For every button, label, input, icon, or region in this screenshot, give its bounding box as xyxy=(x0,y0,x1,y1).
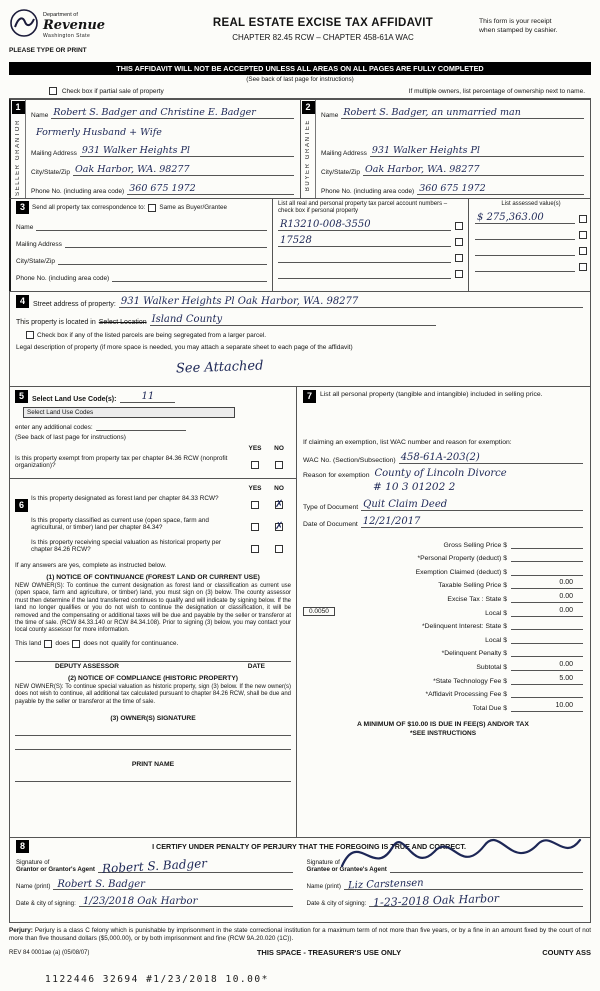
corr-city-field[interactable] xyxy=(58,264,267,265)
qualify-label: qualify for continuance. xyxy=(111,640,179,648)
street-address-field[interactable]: 931 Walker Heights Pl Oak Harbor, WA. 98277 xyxy=(119,296,583,308)
fee-value: 0.00 xyxy=(511,579,583,589)
county-assessor-label: COUNTY ASS xyxy=(542,948,591,958)
fee-value: 5.00 xyxy=(511,675,583,685)
send-correspondence-label: Send all property tax correspondence to: xyxy=(32,204,146,211)
warning-banner: THIS AFFIDAVIT WILL NOT BE ACCEPTED UNLESS ALL AREAS ON ALL PAGES ARE FULLY COMPLETED xyxy=(9,62,591,75)
fee-value-field[interactable] xyxy=(511,620,583,630)
fee-value: 10.00 xyxy=(511,702,583,712)
seller-grantor-section xyxy=(11,100,301,198)
grantee-sig-label2: Grantee or Grantee's Agent xyxy=(306,866,387,873)
street-address-label: Street address of property: xyxy=(33,301,116,308)
please-type-label: PLEASE TYPE OR PRINT xyxy=(9,47,87,54)
located-in-label: This property is located in xyxy=(16,319,96,326)
land-use-section xyxy=(10,387,296,479)
logo-dept-text: Department of xyxy=(43,12,78,18)
no-column-label: NO xyxy=(274,485,284,492)
seller-address-field[interactable]: 931 Walker Heights Pl xyxy=(80,145,294,157)
fee-row-processing-fee xyxy=(303,685,583,699)
fee-row-subtotal xyxy=(303,657,583,671)
fee-label: Local $ xyxy=(485,636,507,644)
parcel2-personal-checkbox[interactable] xyxy=(455,238,463,246)
buyer-address-label: Mailing Address xyxy=(321,150,367,157)
exempt-yes-checkbox[interactable] xyxy=(251,461,259,469)
owners-signature-title: (3) OWNER(S) SIGNATURE xyxy=(110,715,196,723)
corr-name-label: Name xyxy=(16,224,34,231)
does-not-qualify-checkbox[interactable] xyxy=(72,640,80,648)
personal-property-label: List all personal property (tangible and intangible) included in selling price. xyxy=(320,391,543,398)
cashier-stamp: 1122446 32694 #1/23/2018 10.00* xyxy=(45,974,269,986)
print-name-label: PRINT NAME xyxy=(131,761,175,769)
section5-yes-no-header xyxy=(15,445,291,452)
section7-number: 7 xyxy=(303,390,316,403)
seller-phone-label: Phone No. (including area code) xyxy=(31,188,125,195)
fee-label: Total Due $ xyxy=(472,704,507,712)
grantor-sig-label2: Grantor or Grantor's Agent xyxy=(16,866,95,873)
rev-form-number: REV 84 0001ae (a) (05/08/07) xyxy=(9,949,90,956)
section5-number: 5 xyxy=(15,390,28,403)
perjury-notice xyxy=(9,927,591,942)
grantee-date-city: 1-23-2018 Oak Harbor xyxy=(373,891,500,910)
revenue-logo xyxy=(9,8,167,62)
forest-no-checkbox[interactable] xyxy=(275,501,283,509)
tax-computation-section xyxy=(297,387,590,837)
fee-row-delinq-interest-state xyxy=(303,617,583,631)
notice-continuance-title: (1) NOTICE OF CONTINUANCE (FOREST LAND OR CURRENT USE) xyxy=(46,574,260,581)
no-column-label: NO xyxy=(274,445,284,452)
wac-label: WAC No. (Section/Subsection) xyxy=(303,457,396,464)
section6-number: 6 xyxy=(15,499,28,512)
section2-number: 2 xyxy=(302,101,315,114)
buyer-side-label: BUYER GRANTEE xyxy=(305,119,311,192)
fee-label: Exemption Claimed (deduct) $ xyxy=(415,568,507,576)
grantor-name-print: Robert S. Badger xyxy=(57,879,145,890)
fee-label: Local $ xyxy=(485,609,507,617)
seller-address-label: Mailing Address xyxy=(31,150,77,157)
assessed3-checkbox[interactable] xyxy=(579,247,587,255)
parcel-number-3[interactable] xyxy=(278,262,451,263)
fee-row-tech-fee xyxy=(303,671,583,685)
assessed-value-1[interactable]: $ 275,363.00 xyxy=(475,212,575,224)
fee-row-taxable xyxy=(303,576,583,590)
section4-number: 4 xyxy=(16,295,29,308)
additional-codes-field[interactable] xyxy=(96,423,186,431)
notice-compliance-body: NEW OWNER(S): To continue special valuation as historic property, sign (3) below. If the new owner(s) does not wish to continue, all additional tax calculated pursuant to chapter 84.26 RCW, shall be due and payable by the seller or transferor at the time of sale. xyxy=(15,683,291,705)
reason-field-line2[interactable]: # 10 3 01202 2 xyxy=(373,481,456,493)
assessed-value-3[interactable] xyxy=(475,255,575,256)
document-type-label: Type of Document xyxy=(303,504,359,511)
fee-row-delinq-penalty xyxy=(303,644,583,658)
seller-name-field[interactable]: Robert S. Badger and Christine E. Badger xyxy=(51,107,294,119)
section5-see-back: (See back of last page for instructions) xyxy=(15,434,126,441)
top-options-row xyxy=(9,85,591,99)
fee-value-field[interactable] xyxy=(511,688,583,698)
fee-label: Taxable Selling Price $ xyxy=(438,582,507,590)
partial-sale-checkbox[interactable] xyxy=(49,87,57,95)
print-name-line[interactable] xyxy=(15,781,291,782)
fee-row-personal xyxy=(303,549,583,563)
grantee-date-city-field[interactable] xyxy=(369,891,583,910)
deputy-date-label: DATE xyxy=(247,662,265,670)
section6-yes-no-header xyxy=(15,485,291,492)
deputy-assessor-label: DEPUTY ASSESSOR xyxy=(55,662,119,670)
parcel-number-1[interactable]: R13210-008-3550 xyxy=(278,219,451,231)
grantor-signature-field[interactable] xyxy=(98,856,293,876)
fee-value: 0.00 xyxy=(511,593,583,603)
exempt-question: Is this property exempt from property tax per chapter 84.36 RCW (nonprofit organization)? xyxy=(15,455,228,470)
historic-question: Is this property receiving special valuation as historical property per chapter 84.26 RCW? xyxy=(31,539,222,554)
assessed-value-4[interactable] xyxy=(475,271,575,272)
parcel-number-2[interactable]: 17528 xyxy=(278,235,451,247)
document-date-label: Date of Document xyxy=(303,521,358,528)
grantor-name-print-label: Name (print) xyxy=(16,883,51,890)
parcel1-personal-checkbox[interactable] xyxy=(455,222,463,230)
reason-label: Reason for exemption xyxy=(303,472,370,479)
corr-phone-field[interactable] xyxy=(112,281,267,282)
buyer-name-label: Name xyxy=(321,112,339,119)
logo-name-text: Revenue xyxy=(43,18,106,33)
assessed4-checkbox[interactable] xyxy=(579,263,587,271)
fee-value: 0.00 xyxy=(511,661,583,671)
seller-side-label: SELLER GRANTOR xyxy=(15,119,21,196)
property-location-section xyxy=(9,291,591,387)
form-title: REAL ESTATE EXCISE TAX AFFIDAVIT xyxy=(212,17,434,29)
seller-name-label: Name xyxy=(31,112,49,119)
signatures-section xyxy=(9,837,591,923)
fee-value: 0.00 xyxy=(511,607,583,617)
fee-table xyxy=(303,535,583,712)
assessed1-checkbox[interactable] xyxy=(579,215,587,223)
parcel-number-4[interactable] xyxy=(278,278,451,279)
see-back-note: (See back of last page for instructions) xyxy=(246,76,354,83)
form-subtitle: CHAPTER 82.45 RCW – CHAPTER 458-61A WAC xyxy=(232,33,414,42)
section8-number: 8 xyxy=(16,840,29,853)
land-use-code-field[interactable]: 11 xyxy=(120,391,175,403)
fee-row-exemption xyxy=(303,562,583,576)
certify-statement: I CERTIFY UNDER PENALTY OF PERJURY THAT THE FOREGOING IS TRUE AND CORRECT. xyxy=(152,842,466,851)
assessed-values-header: List assessed value(s) xyxy=(501,201,561,207)
county-field[interactable]: Island County xyxy=(150,314,436,326)
buyer-city-field[interactable]: Oak Harbor, WA. 98277 xyxy=(363,164,584,176)
grantee-signature-block xyxy=(306,853,584,910)
seller-city-field[interactable]: Oak Harbor, WA. 98277 xyxy=(73,164,294,176)
grantor-date-city: 1/23/2018 Oak Harbor xyxy=(82,896,198,907)
current-use-yes-checkbox[interactable] xyxy=(251,523,259,531)
excise-rate-box: 0.0050 xyxy=(303,607,335,616)
fee-label: *State Technology Fee $ xyxy=(433,677,507,685)
assessed2-checkbox[interactable] xyxy=(579,231,587,239)
seller-name-field-line2[interactable]: Formerly Husband + Wife xyxy=(36,127,162,138)
grantor-signature: Robert S. Badger xyxy=(101,856,208,876)
does-qualify-checkbox[interactable] xyxy=(44,640,52,648)
corr-address-field[interactable] xyxy=(65,247,267,248)
document-type-field[interactable]: Quit Claim Deed xyxy=(361,499,583,511)
minimum-fee-note: A MINIMUM OF $10.00 IS DUE IN FEE(S) AND/OR TAX xyxy=(357,720,529,728)
wac-field[interactable]: 458-61A-203(2) xyxy=(399,452,583,464)
parcel-numbers-header: List all real and personal property tax parcel account numbers – check box if personal property xyxy=(278,201,448,214)
grantor-date-city-field[interactable] xyxy=(79,895,293,907)
yes-column-label: YES xyxy=(248,485,262,492)
corr-name-field[interactable] xyxy=(36,230,267,231)
grantor-signature-block xyxy=(16,853,293,907)
same-as-buyer-label: Same as Buyer/Grantee xyxy=(159,204,227,211)
buyer-city-label: City/State/Zip xyxy=(321,169,361,176)
grantor-date-city-label: Date & city of signing: xyxy=(16,900,76,907)
buyer-address-field[interactable]: 931 Walker Heights Pl xyxy=(370,145,584,157)
fee-row-total-due xyxy=(303,698,583,712)
fee-label: Gross Selling Price $ xyxy=(443,541,507,549)
seller-phone-field[interactable]: 360 675 1972 xyxy=(127,183,294,195)
tax-correspondence-section xyxy=(9,198,591,292)
buyer-grantee-section xyxy=(301,100,590,198)
forest-land-question: Is this property designated as forest land per chapter 84.33 RCW? xyxy=(31,495,219,502)
multiple-owners-note: If multiple owners, list percentage of ownership next to name. xyxy=(408,87,585,95)
fee-label: Excise Tax : State $ xyxy=(447,595,507,603)
footer-row xyxy=(9,948,591,957)
yes-column-label: YES xyxy=(248,445,262,452)
document-date-field[interactable]: 12/21/2017 xyxy=(361,516,583,528)
fee-row-excise-local xyxy=(303,603,583,617)
select-location-placeholder[interactable]: Select Location xyxy=(98,319,147,326)
section3-number: 3 xyxy=(16,201,29,214)
fee-label: Subtotal $ xyxy=(476,663,507,671)
fee-row-gross xyxy=(303,535,583,549)
does-not-label: does not xyxy=(83,640,109,648)
land-use-dropdown-value: Select Land Use Codes xyxy=(27,409,94,416)
form-header xyxy=(9,6,591,62)
reason-field-line1[interactable]: County of Lincoln Divorce xyxy=(374,468,507,479)
exempt-no-checkbox[interactable] xyxy=(275,461,283,469)
seller-city-label: City/State/Zip xyxy=(31,169,71,176)
owner-signature-line-1[interactable] xyxy=(15,735,291,736)
fee-label: *Delinquent Penalty $ xyxy=(441,650,507,658)
assessed-value-2[interactable] xyxy=(475,239,575,240)
forest-yes-checkbox[interactable] xyxy=(251,501,259,509)
grantee-name-print-label: Name (print) xyxy=(306,883,341,890)
parcel3-personal-checkbox[interactable] xyxy=(455,254,463,262)
current-use-no-checkbox[interactable] xyxy=(275,523,283,531)
logo-state-text: Washington State xyxy=(43,33,91,39)
continuance-section xyxy=(10,479,296,837)
grantee-sig-label1: Signature of xyxy=(306,859,340,866)
corr-city-label: City/State/Zip xyxy=(16,258,56,265)
partial-sale-label: Check box if partial sale of property xyxy=(61,87,164,95)
fee-row-excise-state xyxy=(303,589,583,603)
grantee-signature-field[interactable] xyxy=(390,858,583,873)
fee-value-field[interactable] xyxy=(511,566,583,576)
same-as-buyer-checkbox[interactable] xyxy=(148,204,156,212)
historic-no-checkbox[interactable] xyxy=(275,545,283,553)
current-use-question: Is this property classified as current use (open space, farm and agricultural, or timber) land per chapter 84.34? xyxy=(31,517,209,532)
treasurer-space-label: THIS SPACE - TREASURER'S USE ONLY xyxy=(256,948,402,958)
see-instructions-note: *SEE INSTRUCTIONS xyxy=(409,729,477,737)
legal-description-label: Legal description of property (if more space is needed, you may attach a separate sheet to each page of the affidavit) xyxy=(16,344,353,351)
receipt-note-line2: when stamped by cashier. xyxy=(479,26,558,34)
fee-value-field[interactable] xyxy=(511,552,583,562)
receipt-note xyxy=(479,8,591,62)
grantee-date-city-label: Date & city of signing: xyxy=(306,900,367,907)
owner-signature-line-2[interactable] xyxy=(15,749,291,750)
receipt-note-line1: This form is your receipt xyxy=(479,18,552,25)
perjury-body: Perjury is a class C felony which is punishable by imprisonment in the state correctional institution for a maximum term of not more than five years, or by a fine in an amount fixed by the court of not more than five thousand dollars ($5,000.00), or by both imprisonment and fine (RCW 9A.20.020 (1C)). xyxy=(9,927,591,942)
land-use-codes-dropdown[interactable] xyxy=(23,407,235,418)
segregated-checkbox[interactable] xyxy=(26,331,34,339)
fee-value-field[interactable] xyxy=(511,539,583,549)
notice-compliance-title: (2) NOTICE OF COMPLIANCE (HISTORIC PROPERTY) xyxy=(67,674,239,682)
fee-label: *Personal Property (deduct) $ xyxy=(417,555,507,563)
land-use-label: Select Land Use Code(s): xyxy=(32,396,117,403)
does-label: does xyxy=(55,640,70,648)
perjury-label: Perjury: xyxy=(9,927,33,934)
corr-phone-label: Phone No. (including area code) xyxy=(16,275,110,282)
historic-yes-checkbox[interactable] xyxy=(251,545,259,553)
legal-description-field[interactable]: See Attached xyxy=(175,358,264,377)
fee-label: *Affidavit Processing Fee $ xyxy=(425,691,507,699)
grantor-sig-label1: Signature of xyxy=(16,859,50,866)
parcel4-personal-checkbox[interactable] xyxy=(455,270,463,278)
grantor-name-print-field[interactable] xyxy=(53,878,292,890)
fee-label: *Delinquent Interest: State $ xyxy=(421,623,507,631)
section1-number: 1 xyxy=(12,101,25,114)
grantee-name-print: Liz Carstensen xyxy=(347,877,424,892)
revenue-logo-icon xyxy=(9,8,39,43)
segregated-label: Check box if any of the listed parcels are being segregated from a larger parcel. xyxy=(37,331,267,339)
exemption-intro: If claiming an exemption, list WAC number and reason for exemption: xyxy=(303,439,512,446)
fee-value-field[interactable] xyxy=(511,647,583,657)
fee-row-delinq-interest-local xyxy=(303,630,583,644)
buyer-phone-field[interactable]: 360 675 1972 xyxy=(417,183,584,195)
fee-value-field[interactable] xyxy=(511,634,583,644)
parties-section xyxy=(9,99,591,199)
grantee-name-print-field[interactable] xyxy=(344,878,583,890)
this-land-label: This land xyxy=(15,640,42,648)
notice-continuance-body: NEW OWNER(S): To continue the current designation as forest land or classification as current use (open space, farm and agriculture, or timber) land, you must sign on (3) below. The county assessor must then determine if the land transferred continues to qualify and will indicate by signing below. If the land no longer qualifies or you do not wish to continue the designation or classification, it will be removed and the compensating or additional taxes will be due and payable by the seller or transferor at the time of sale. (RCW 84.33.140 or RCW 84.34.108). Prior to signing (3) below, you may contact your local county assessor for more information. xyxy=(15,583,291,634)
if-yes-note: If any answers are yes, complete as instructed below. xyxy=(15,562,167,569)
buyer-phone-label: Phone No. (including area code) xyxy=(321,188,415,195)
buyer-name-field[interactable]: Robert S. Badger, an unmarried man xyxy=(341,107,584,119)
middle-columns xyxy=(9,386,591,838)
additional-codes-label: enter any additional codes: xyxy=(15,424,93,431)
corr-address-label: Mailing Address xyxy=(16,241,62,248)
